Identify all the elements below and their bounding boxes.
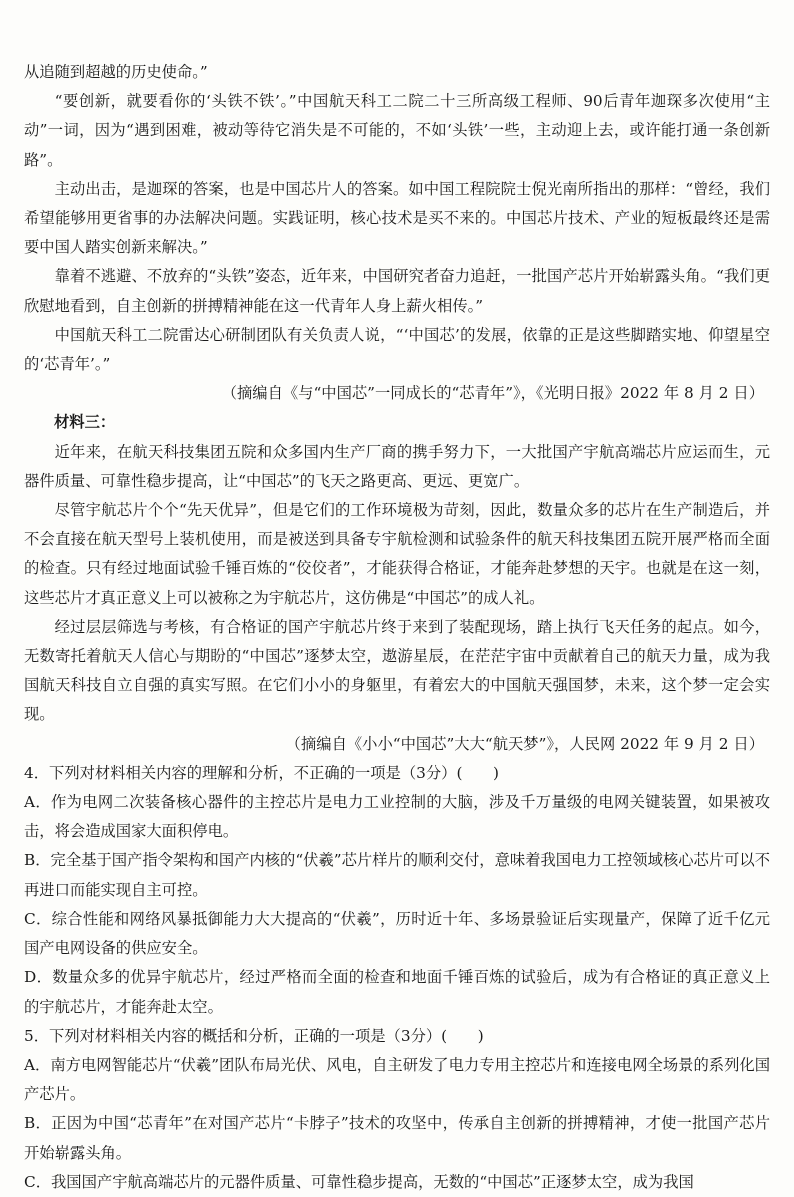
material3-paragraph-3: 经过层层筛选与考核，有合格证的国产宇航芯片终于来到了装配现场，踏上执行飞天任务的起点。如今，无数寄托着航天人信心与期盼的“中国芯”逐梦太空，遨游星辰，在茫茫宇宙中贡献着自己的航天力量，成为我国航天科技自立自强的真实写照。在它们小小的身躯里，有着宏大的中国航天强国梦，未来，这个梦一定会实现。 — [24, 617, 770, 724]
question-5-option-a: A．南方电网智能芯片“伏羲”团队布局光伏、风电，自主研发了电力专用主控芯片和连接电网全场景的系列化国产芯片。 — [24, 1055, 770, 1104]
question-4-option-b: B．完全基于国产指令架构和国产内核的“伏羲”芯片样片的顺利交付，意味着我国电力工控领域核心芯片可以不再进口而能实现自主可控。 — [24, 851, 770, 899]
question-5-stem: 5．下列对材料相关内容的概括和分析，正确的一项是（3分）( ) — [24, 1026, 484, 1045]
question-4-option-a: A．作为电网二次装备核心器件的主控芯片是电力工业控制的大脑，涉及千万量级的电网关键装置，如果被攻击，将会造成国家大面积停电。 — [24, 793, 770, 841]
material2-paragraph-2: 主动出击，是迦琛的答案，也是中国芯片人的答案。如中国工程院院士倪光南所指出的那样：“曾经，我们希望能够用更省事的办法解决问题。实践证明，核心技术是买不来的。中国芯片技术、产业的短板最终还是需要中国人踏实创新来解决。” — [24, 179, 770, 257]
material3-paragraph-1: 近年来，在航天科技集团五院和众多国内生产厂商的携手努力下，一大批国产宇航高端芯片应运而生，元器件质量、可靠性稳步提高，让“中国芯”的飞天之路更高、更远、更宽广。 — [24, 442, 770, 490]
material2-paragraph-0: 从追随到超越的历史使命。” — [24, 63, 208, 81]
material2-source: （摘编自《与“中国芯”一同成长的“芯青年”》，《光明日报》2022 年 8 月 2 日） — [221, 384, 764, 403]
question-4-stem: 4．下列对材料相关内容的理解和分析，不正确的一项是（3分）( ) — [24, 763, 500, 782]
material3-heading: 材料三： — [54, 413, 116, 432]
question-5-option-c: C．我国国产宇航高端芯片的元器件质量、可靠性稳步提高，无数的“中国芯”正逐梦太空，成为我国 — [24, 1172, 694, 1191]
material2-paragraph-1: “要创新，就要看你的‘头铁不铁’。”中国航天科工二院二十三所高级工程师、90后青年迦琛多次使用“主动”一词，因为“遇到困难，被动等待它消失是不可能的，不如‘头铁’一些，主动迎上去，或许能打通一条创新路”。 — [24, 92, 770, 169]
question-4-option-d: D．数量众多的优异宇航芯片，经过严格而全面的检查和地面千锤百炼的试验后，成为有合格证的真正意义上的宇航芯片，才能奔赴太空。 — [24, 968, 770, 1016]
material2-paragraph-4: 中国航天科工二院雷达心研制团队有关负责人说，“‘中国芯’的发展，依靠的正是这些脚踏实地、仰望星空的‘芯青年’。” — [24, 325, 770, 374]
question-4-option-c: C．综合性能和网络风暴抵御能力大大提高的“伏羲”，历时近十年、多场景验证后实现量产，保障了近千亿元国产电网设备的供应安全。 — [24, 909, 770, 958]
material3-paragraph-2: 尽管宇航芯片个个“先天优异”，但是它们的工作环境极为苛刻，因此，数量众多的芯片在生产制造后，并不会直接在航天型号上装机使用，而是被送到具备专宇航检测和试验条件的航天科技集团五院开展严格而全面的检查。只有经过地面试验千锤百炼的“佼佼者”，才能获得合格证，才能奔赴梦想的天宇。也就是在这一刻，这些芯片才真正意义上可以被称之为宇航芯片，这仿佛是“中国芯”的成人礼。 — [24, 501, 770, 607]
material3-source: （摘编自《小小“中国芯”大大“航天梦”》，人民网 2022 年 9 月 2 日） — [285, 734, 764, 753]
material2-paragraph-3: 靠着不逃避、不放弃的“头铁”姿态，近年来，中国研究者奋力追赶，一批国产芯片开始崭露头角。“我们更欣慰地看到，自主创新的拼搏精神能在这一代青年人身上薪火相传。” — [24, 267, 770, 315]
question-5-option-b: B．正因为中国“芯青年”在对国产芯片“卡脖子”技术的攻坚中，传承自主创新的拼搏精神，才使一批国产芯片开始崭露头角。 — [24, 1114, 770, 1162]
